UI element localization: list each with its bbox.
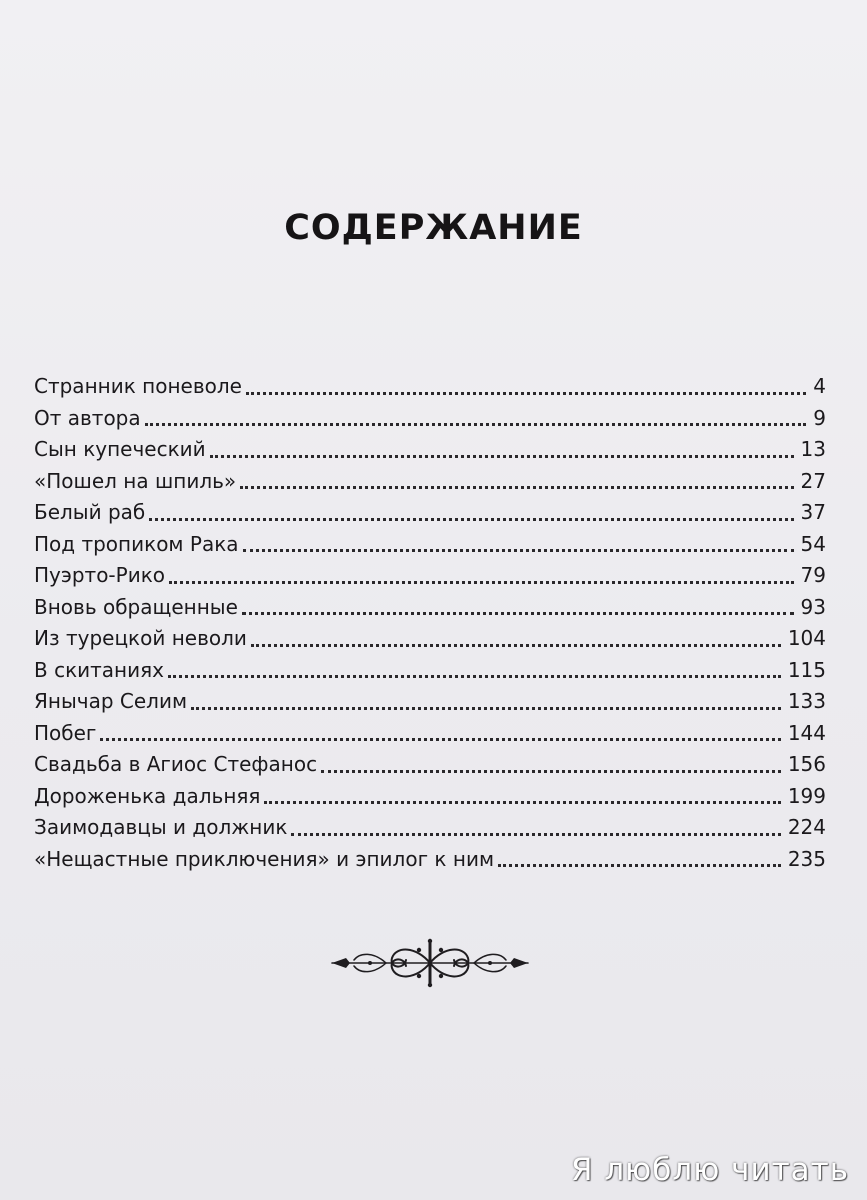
toc-entry-page-number: 37 — [800, 500, 826, 524]
toc-dot-leader — [242, 612, 794, 615]
toc-entry-title: Янычар Селим — [34, 689, 188, 713]
toc-dot-leader — [251, 644, 781, 647]
toc-entry-page-number: 4 — [813, 374, 826, 398]
watermark-text: Я люблю читать — [570, 1152, 849, 1188]
toc-entry-title: От автора — [34, 405, 141, 430]
toc-entry-page-number: 144 — [787, 720, 826, 745]
toc-entry-page-number: 13 — [800, 437, 826, 461]
toc-entry-title: Пуэрто-Рико — [34, 563, 166, 587]
toc-entry-page-number: 133 — [787, 689, 826, 713]
toc-entry — [34, 406, 826, 438]
toc-dot-leader — [210, 455, 794, 458]
toc-entry-page-number: 115 — [787, 657, 826, 682]
toc-entry-title: Заимодавцы и должник — [34, 815, 288, 839]
toc-entry — [34, 784, 826, 816]
toc-entry-page-number: 93 — [800, 594, 826, 619]
toc-entry-title: «Нещастные приключения» и эпилог к ним — [34, 846, 495, 871]
toc-dot-leader — [243, 549, 794, 552]
toc-entry — [34, 437, 826, 469]
toc-entry-title: Сын купеческий — [34, 437, 206, 461]
toc-entry-page-number: 224 — [787, 815, 826, 839]
toc-entry-title: Белый раб — [34, 500, 146, 524]
toc-entry — [34, 626, 826, 658]
toc-dot-leader — [169, 581, 794, 584]
toc-entry-page-number: 54 — [800, 531, 826, 556]
toc-entry — [34, 721, 826, 753]
toc-entry-title: Странник поневоле — [34, 374, 242, 398]
toc-entry-title: Вновь обращенные — [34, 594, 238, 619]
toc-entry-page-number: 199 — [787, 783, 826, 808]
toc-entry-title: Под тропиком Рака — [34, 531, 239, 556]
flourish-ornament-icon — [326, 938, 534, 988]
toc-entry-title: «Пошел на шпиль» — [34, 468, 237, 493]
toc-dot-leader — [291, 833, 780, 836]
toc-entry — [34, 658, 826, 690]
toc-entry — [34, 752, 826, 784]
toc-entry — [34, 500, 826, 532]
toc-entry-page-number: 156 — [787, 752, 826, 776]
toc-entry-title: Свадьба в Агиос Стефанос — [34, 752, 318, 776]
toc-entry-page-number: 9 — [813, 405, 826, 430]
toc-dot-leader — [100, 738, 780, 741]
toc-entry-title: Из турецкой неволи — [34, 626, 247, 650]
toc-dot-leader — [498, 864, 781, 867]
toc-dot-leader — [145, 423, 807, 426]
toc-dot-leader — [168, 675, 781, 678]
toc-entry — [34, 847, 826, 879]
toc-entry-page-number: 104 — [787, 626, 826, 650]
toc-entry — [34, 563, 826, 595]
page-title: СОДЕРЖАНИЕ — [284, 208, 583, 248]
toc-entry — [34, 469, 826, 501]
toc-entry — [34, 532, 826, 564]
toc-dot-leader — [240, 486, 793, 489]
toc-entry-title: Побег — [34, 720, 97, 745]
toc-entry-title: В скитаниях — [34, 657, 164, 682]
table-of-contents — [34, 374, 826, 878]
toc-entry — [34, 595, 826, 627]
toc-entry-title: Дороженька дальняя — [34, 783, 261, 808]
toc-dot-leader — [191, 707, 781, 710]
toc-entry-page-number: 27 — [800, 468, 826, 493]
toc-dot-leader — [264, 801, 780, 804]
toc-entry-page-number: 79 — [800, 563, 826, 587]
toc-entry — [34, 689, 826, 721]
toc-entry — [34, 374, 826, 406]
toc-entry — [34, 815, 826, 847]
toc-dot-leader — [149, 518, 793, 521]
toc-entry-page-number: 235 — [787, 846, 826, 871]
toc-dot-leader — [246, 392, 806, 395]
toc-dot-leader — [321, 770, 781, 773]
